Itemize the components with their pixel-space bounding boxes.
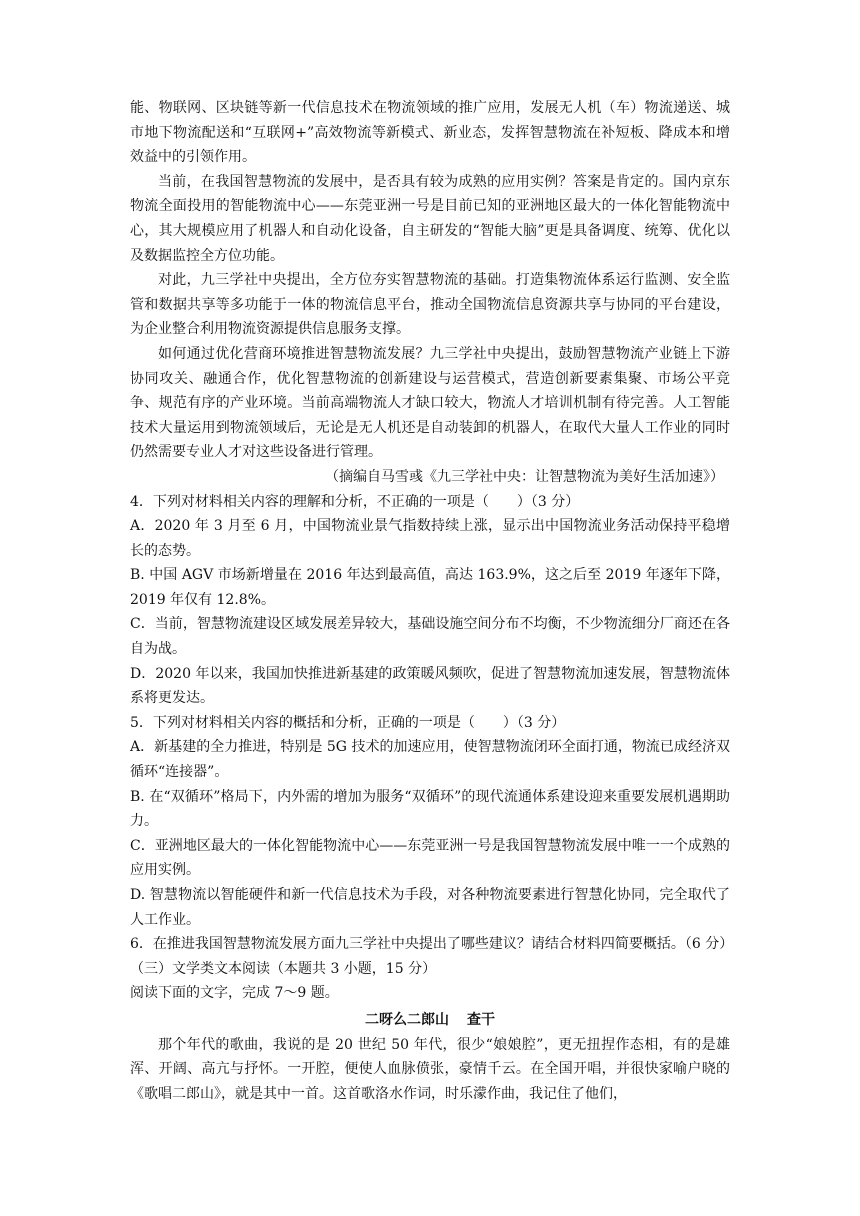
paragraph-example: 当前，在我国智慧物流的发展中，是否具有较为成熟的应用实例？答案是肯定的。国内京东物流全面投用的智能物流中心——东莞亚洲一号是目前已知的亚洲地区最大的一体化智能物流中心，其大规模应用了机器人和自动化设备，自主研发的“智能大脑”更是具备调度、统筹、优化以及数据监控全方位功能。 — [130, 173, 730, 264]
paragraph-foundation: 对此，九三学社中央提出，全方位夯实智慧物流的基础。打造集物流体系运行监测、安全监管和数据共享等多功能于一体的物流信息平台，推动全国物流信息资源共享与协同的平台建设，为企业整合利用物流资源提供信息服务支撑。 — [130, 272, 730, 338]
story-paragraph: 那个年代的歌曲，我说的是 20 世纪 50 年代，很少“娘娘腔”，更无扭捏作态相，有的是雄浑、开阔、高亢与抒怀。一开腔，便使人血脉偾张，豪情千云。在全国开唱，并很快家喻户晓的《歌唱二郎山》，就是其中一首。这首歌洛水作词，时乐濛作曲，我记住了他们， — [130, 1036, 730, 1102]
question-4-option-d: D．2020 年以来，我国加快推进新基建的政策暖风频吹，促进了智慧物流加速发展，智慧物流体系将更发达。 — [130, 665, 730, 707]
question-5-option-c: C．亚洲地区最大的一体化智能物流中心——东莞亚洲一号是我国智慧物流发展中唯一一个成熟的应用实例。 — [130, 837, 730, 879]
story-author: 查干 — [467, 1011, 495, 1028]
story-title: 二呀么二郎山 — [365, 1011, 449, 1028]
question-5-option-a: A．新基建的全力推进，特别是 5G 技术的加速应用，使智慧物流闭环全面打通，物流已成经济双循环“连接器”。 — [130, 739, 730, 781]
question-4-option-c: C．当前，智慧物流建设区域发展差异较大，基础设施空间分布不均衡，不少物流细分厂商还在各自为战。 — [130, 616, 730, 658]
question-5-option-b: B. 在“双循环”格局下，内外需的增加为服务“双循环”的现代流通体系建设迎来重要发展机遇期助力。 — [130, 788, 730, 830]
question-5: 5．下列对材料相关内容的概括和分析，正确的一项是（ ）（3 分） — [130, 714, 566, 731]
question-4: 4．下列对材料相关内容的理解和分析，不正确的一项是（ ）（3 分） — [130, 493, 580, 510]
paragraph-business-environment: 如何通过优化营商环境推进智慧物流发展？九三学社中央提出，鼓励智慧物流产业链上下游协同攻关、融通合作，优化智慧物流的创新建设与运营模式，营造创新要素集聚、市场公平竞争、规范有序的产业环境。当前高端物流人才缺口较大，物流人才培训机制有待完善。人工智能技术大量运用到物流领域后，无论是无人机还是自动装卸的机器人，在取代大量人工作业的同时仍然需要专业人才对这些设备进行管理。 — [130, 345, 730, 461]
section-instruction: 阅读下面的文字，完成 7～9 题。 — [130, 985, 339, 1002]
section-heading: （三）文学类文本阅读（本题共 3 小题，15 分） — [130, 960, 437, 977]
paragraph-continuation: 能、物联网、区块链等新一代信息技术在物流领域的推广应用，发展无人机（车）物流递送、城市地下物流配送和“互联网+”高效物流等新模式、新业态，发挥智慧物流在补短板、降成本和增效益中的引领作用。 — [130, 100, 730, 166]
story-title-line — [130, 1008, 730, 1033]
source-citation: （摘编自马雪彧《九三学社中央：让智慧物流为美好生活加速》） — [325, 468, 724, 485]
question-5-option-d: D. 智慧物流以智能硬件和新一代信息技术为手段，对各种物流要素进行智慧化协同，完全取代了人工作业。 — [130, 887, 730, 928]
question-6: 6．在推进我国智慧物流发展方面九三学社中央提出了哪些建议？请结合材料四简要概括。（6 分） — [130, 936, 734, 953]
question-4-option-b: B. 中国 AGV 市场新增量在 2016 年达到最高值，高达 163.9%，这之后至 2019 年逐年下降，2019 年仅有 12.8%。 — [130, 567, 730, 608]
question-4-option-a: A．2020 年 3 月至 6 月，中国物流业景气指数持续上涨，显示出中国物流业务活动保持平稳增长的态势。 — [130, 518, 730, 559]
